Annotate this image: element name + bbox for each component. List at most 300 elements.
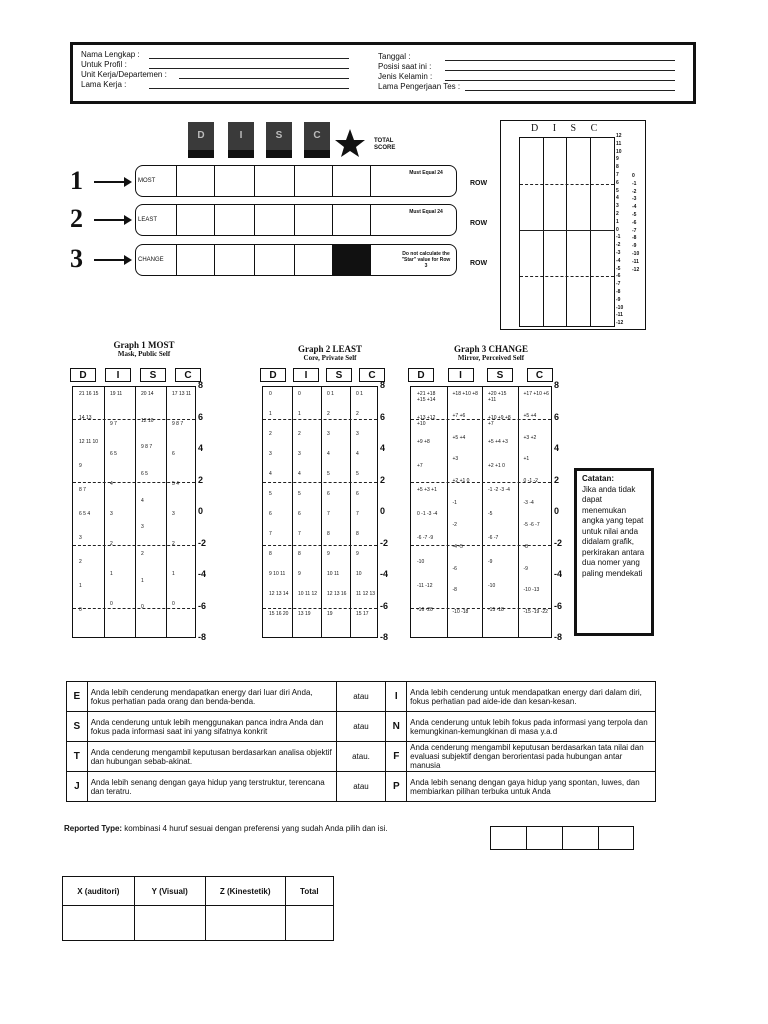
- field-nama[interactable]: [149, 58, 349, 59]
- graph-value: +7 +6: [452, 412, 466, 419]
- graph-value: 9 8 7: [141, 444, 153, 451]
- graph-2-col-d: D: [260, 368, 286, 382]
- summary-tick-right: -11: [632, 258, 639, 265]
- score-row-change: [135, 244, 457, 276]
- graph-2-grid[interactable]: [262, 386, 378, 638]
- summary-tick: 1: [616, 218, 619, 225]
- graph-value: 1: [298, 411, 301, 417]
- graph-axis-label: 6: [198, 411, 204, 422]
- row-label-3: ROW: [470, 260, 488, 267]
- row-label-least: LEAST: [138, 217, 158, 223]
- field-posisi[interactable]: [445, 70, 675, 71]
- graph-value: -5 -6 -7: [523, 521, 540, 528]
- graph-value: 0: [298, 391, 301, 397]
- graph-value: -10: [417, 559, 425, 565]
- most-c-cell[interactable]: [294, 166, 332, 196]
- graph-value: 1: [79, 583, 82, 589]
- graph-axis-label: 0: [554, 506, 560, 516]
- pref-desc-right: Anda lebih cenderung untuk mendapatkan energy dari dalam diri, fokus perhatian pad aide-ide dan kesan-kesan.: [407, 682, 656, 712]
- graph-value: -8: [452, 587, 457, 594]
- graph-value: 7: [298, 531, 301, 537]
- graph-value: 9: [79, 463, 82, 469]
- type-box-2[interactable]: [527, 827, 562, 849]
- graph-value: 4: [141, 497, 144, 504]
- row-number-3: 3: [70, 244, 83, 273]
- graph-value: 2: [79, 559, 82, 565]
- summary-tick: 3: [616, 203, 619, 210]
- star-icon: [334, 128, 366, 158]
- reported-type-text: kombinasi 4 huruf sesuai dengan preferensi yang sudah Anda pilih dan isi.: [122, 824, 388, 833]
- summary-tick-right: -6: [632, 219, 637, 226]
- header-x-auditori: X (auditori): [63, 877, 135, 906]
- row-number-2: 2: [70, 204, 83, 233]
- input-z[interactable]: [205, 906, 285, 941]
- graph-axis-label: -4: [380, 569, 389, 579]
- graph-title-text: Graph 1 MOST: [113, 340, 175, 350]
- graph-axis-label: -8: [554, 632, 563, 642]
- disc-button-d: [188, 122, 214, 158]
- graph-value: -6: [452, 565, 457, 572]
- graph-value: 3: [79, 535, 82, 541]
- graph-value: 3: [141, 524, 144, 531]
- most-note: Must Equal 24: [409, 170, 443, 176]
- pref-desc-right: Anda cenderung mengambil keputusan berdasarkan tata nilai dan evaluasi subjektif dengan berorientasi pada hubungan antar manusia: [407, 742, 656, 772]
- pref-letter-right[interactable]: F: [386, 742, 407, 772]
- graph-axis-label: 2: [198, 474, 204, 485]
- pref-desc-left: Anda cenderung untuk lebih menggunakan panca indra Anda dan fokus pada informasi saat ini yang sifatnya konkrit: [87, 712, 336, 742]
- pref-desc-left: Anda lebih senang dengan gaya hidup yang terstruktur, terencana dan teratru.: [87, 772, 336, 802]
- graph-value: -11 -12: [417, 583, 433, 589]
- summary-tick: -11: [616, 312, 623, 319]
- graph-value: +5 +4: [452, 434, 466, 441]
- graph-value: +3 +2: [523, 434, 537, 441]
- graph-axis-label: -6: [554, 600, 563, 611]
- total-score-label: TOTAL SCORE: [374, 138, 396, 151]
- preference-row: [67, 742, 656, 772]
- graph-value: 3: [110, 511, 113, 517]
- graph-value: 6 5 4: [79, 511, 91, 517]
- row-label-2: ROW: [470, 220, 488, 227]
- graph-value: +5 +4: [523, 412, 537, 419]
- header-y-visual: Y (Visual): [134, 877, 205, 906]
- graph-axis-label: -2: [198, 537, 207, 548]
- input-total[interactable]: [285, 906, 333, 941]
- graph-axis-label: 2: [380, 474, 386, 485]
- graph-value: 2: [172, 541, 175, 547]
- arrow-right-icon: [94, 181, 130, 183]
- disc-letter-s: S: [275, 130, 283, 141]
- pref-desc-right: Anda cenderung untuk lebih fokus pada informasi yang terpola dan kemungkinan-kemungkinan di masa y.a.d: [407, 712, 656, 742]
- graph-3-col-c: C: [527, 368, 553, 382]
- summary-tick: -4: [616, 257, 621, 264]
- field-profil[interactable]: [149, 68, 349, 69]
- most-star-cell[interactable]: [332, 166, 370, 196]
- preference-row: [67, 772, 656, 802]
- graph-value: 2: [269, 431, 272, 437]
- row-label-1: ROW: [470, 180, 488, 187]
- pref-letter-right[interactable]: N: [386, 712, 407, 742]
- change-d-cell[interactable]: [176, 245, 214, 275]
- graph-value: 9: [356, 551, 359, 557]
- graph-value: 19: [327, 611, 333, 617]
- graph-value: +13 +12 +10: [417, 415, 436, 427]
- score-row-most: [135, 165, 457, 197]
- graph-value: 0: [110, 601, 113, 607]
- change-star-blocked-cell: [332, 245, 370, 275]
- label-unit: Unit Kerja/Departemen :: [81, 70, 167, 79]
- summary-tick: 11: [616, 140, 622, 147]
- graph-axis-label: -4: [198, 569, 207, 579]
- graph-value: +10 +9 +8 +7: [488, 415, 511, 427]
- graph-value: +9 +8: [417, 439, 430, 445]
- graph-value: -9: [488, 559, 493, 565]
- graph-value: +1: [523, 456, 530, 463]
- disc-button-c: [304, 122, 330, 158]
- type-box-1[interactable]: [491, 827, 526, 849]
- graph-3-col-d: D: [408, 368, 434, 382]
- summary-tick: 0: [616, 226, 619, 233]
- summary-tick-right: -1: [632, 180, 637, 187]
- graph-value: 0 -1 -3 -4: [417, 511, 438, 517]
- field-tanggal[interactable]: [445, 60, 675, 61]
- graph-value: +2 +1 0: [488, 463, 505, 469]
- graph-value: 10 11: [327, 571, 340, 577]
- graph-value: 3: [356, 431, 359, 437]
- graph-title-text: Graph 2 LEAST: [297, 344, 363, 354]
- graph-value: 12 10: [141, 417, 154, 424]
- change-i-cell[interactable]: [214, 245, 252, 275]
- graph-value: 9 7: [110, 421, 117, 427]
- graph-value: 1: [172, 571, 175, 577]
- least-note: Must Equal 24: [409, 209, 443, 215]
- graph-3-title: [400, 344, 582, 362]
- summary-tick-right: -7: [632, 227, 637, 234]
- graph-value: 12 13 14: [269, 591, 289, 597]
- graph-value: 4: [269, 471, 272, 477]
- summary-tick: -6: [616, 273, 621, 280]
- graph-2-title: [252, 344, 408, 362]
- graph-value: 10 11 12: [298, 591, 318, 597]
- graph-value: -1 -2 -3 -4: [488, 487, 510, 493]
- graph-value: +3: [452, 456, 459, 463]
- label-lama-pengerjaan: Lama Pengerjaan Tes :: [378, 82, 461, 91]
- graph-value: -6 -7: [488, 535, 499, 541]
- graph-value: -8: [523, 543, 528, 550]
- graph-value: 8 7: [79, 487, 86, 493]
- summary-tick: -8: [616, 289, 621, 295]
- pref-desc-left: Anda lebih cenderung mendapatkan energy dari luar diri Anda, fokus perhatian pada orang dan benda-benda.: [87, 682, 336, 712]
- disc-letter-i: I: [239, 130, 243, 141]
- graph-value: +5 +3 +1: [417, 487, 437, 493]
- graph-axis-label: -8: [198, 632, 207, 642]
- graph-axis-label: 0: [198, 506, 204, 516]
- graph-value: 5 4: [172, 481, 179, 487]
- input-y[interactable]: [134, 906, 205, 941]
- graph-value: 8: [298, 551, 301, 557]
- graph-value: 4: [110, 481, 113, 487]
- graph-value: 12 13 16: [327, 591, 347, 597]
- preference-row: [67, 682, 656, 712]
- reported-type-label: Reported Type:: [64, 824, 123, 833]
- graph-axis-label: -2: [380, 537, 389, 548]
- learning-style-table: [62, 876, 334, 941]
- graph-value: 6 5: [141, 471, 148, 477]
- label-profil: Untuk Profil :: [81, 60, 127, 69]
- pref-letter-left[interactable]: J: [67, 772, 88, 802]
- catatan-body: Jika anda tidak dapat menemukan angka yang tepat untuk nilai anda didalam grafik, perkirakan antara dua nomer yang paling mendekati: [582, 484, 645, 578]
- graph-value: 11 12 13: [356, 591, 376, 597]
- label-nama: Nama Lengkap :: [81, 50, 140, 59]
- summary-tick: 9: [616, 156, 619, 163]
- row-number-1: 1: [70, 166, 83, 195]
- catatan-title: Catatan:: [582, 474, 615, 483]
- most-d-cell[interactable]: [176, 166, 214, 196]
- label-jenis-kelamin: Jenis Kelamin :: [378, 72, 433, 81]
- graph-value: -9: [523, 565, 528, 572]
- graph-3-grid[interactable]: [410, 386, 552, 638]
- graph-value: -10 -18: [452, 609, 469, 616]
- graph-value: 0 -1 -2: [523, 478, 538, 485]
- graph-value: 3: [172, 511, 175, 517]
- graph-value: +18 +10 +8: [452, 391, 478, 397]
- summary-graph: [500, 120, 646, 330]
- pref-letter-left[interactable]: T: [67, 742, 88, 772]
- summary-tick: 5: [616, 187, 619, 194]
- graph-value: -15 -18: [488, 607, 504, 613]
- graph-value: +17 +10 +6: [523, 391, 549, 397]
- graph-value: 1: [141, 577, 144, 584]
- summary-tick-right: -10: [632, 251, 640, 257]
- graph-value: +7: [417, 463, 423, 469]
- arrow-right-icon: [94, 259, 130, 261]
- pref-atau: atau.: [336, 742, 386, 772]
- graph-value: 2: [356, 411, 359, 417]
- graph-value: 3: [327, 431, 330, 437]
- graph-axis-label: 6: [380, 411, 386, 422]
- disc-button-s: [266, 122, 292, 158]
- summary-tick: -12: [616, 320, 624, 327]
- type-box-3[interactable]: [563, 827, 598, 849]
- change-note: Do not calculate the "Star" value for Row 3: [401, 251, 451, 269]
- graph-value: -4 -5: [452, 543, 463, 550]
- disc-button-i: [228, 122, 254, 158]
- pref-letter-left[interactable]: E: [67, 682, 88, 712]
- graph-value: 7: [269, 531, 272, 537]
- graph-1-col-s: S: [140, 368, 166, 382]
- graph-axis-label: 4: [554, 443, 560, 453]
- graph-value: 4: [327, 451, 330, 457]
- graph-value: 5: [327, 471, 330, 477]
- graph-3-col-s: S: [487, 368, 513, 382]
- graph-value: +21 +18 +15 +14: [417, 391, 436, 403]
- label-lama-kerja: Lama Kerja :: [81, 80, 127, 89]
- graph-2-col-i: I: [293, 368, 319, 382]
- graph-value: 13 19: [298, 611, 311, 617]
- summary-tick: 12: [616, 133, 622, 139]
- graph-value: 6: [269, 511, 272, 517]
- graph-1-title: [62, 340, 226, 358]
- graph-axis-label: 8: [198, 380, 204, 390]
- preference-row: [67, 712, 656, 742]
- change-s-cell[interactable]: [254, 245, 292, 275]
- graph-subtitle-text: Core, Private Self: [303, 354, 357, 362]
- graph-axis-label: -6: [380, 600, 389, 611]
- summary-graph-grid: [519, 137, 615, 327]
- graph-value: 9 8 7: [172, 421, 184, 427]
- summary-tick: 4: [616, 195, 619, 202]
- graph-value: 17 13 11: [172, 391, 192, 397]
- graph-value: 15 17: [356, 611, 369, 617]
- graph-value: 21 16 15: [79, 391, 99, 397]
- summary-tick-right: -5: [632, 212, 637, 218]
- pref-atau: atau: [336, 772, 386, 802]
- least-d-cell[interactable]: [176, 205, 214, 235]
- graph-value: -10 -13: [523, 587, 540, 594]
- graph-value: 4: [298, 471, 301, 477]
- graph-value: 12 11 10: [79, 439, 99, 445]
- graph-axis-label: 4: [198, 443, 204, 453]
- graph-subtitle-text: Mirror, Perceived Self: [457, 354, 525, 362]
- pref-letter-right[interactable]: P: [386, 772, 407, 802]
- least-i-cell[interactable]: [214, 205, 252, 235]
- graph-title-text: Graph 3 CHANGE: [453, 344, 528, 354]
- most-s-cell[interactable]: [254, 166, 292, 196]
- graph-value: -15 -19 -22: [523, 609, 548, 616]
- summary-tick: -2: [616, 242, 621, 249]
- graph-value: 14 13: [79, 415, 92, 421]
- graph-axis-label: 0: [380, 506, 386, 516]
- summary-tick-right: -8: [632, 235, 637, 242]
- graph-value: -5: [488, 511, 493, 517]
- graph-value: 1: [110, 571, 113, 577]
- graph-value: 0 1: [356, 391, 363, 397]
- reported-type-boxes: [490, 826, 634, 850]
- pref-letter-right[interactable]: I: [386, 682, 407, 712]
- graph-value: 4: [356, 451, 359, 457]
- graph-value: 0: [141, 604, 144, 611]
- graph-1-grid[interactable]: [72, 386, 196, 638]
- graph-value: 2: [141, 551, 144, 557]
- least-c-cell[interactable]: [294, 205, 332, 235]
- graph-value: 9: [298, 571, 301, 577]
- graph-value: 0: [79, 607, 82, 613]
- graph-value: 2: [327, 411, 330, 417]
- graph-value: 7: [356, 511, 359, 517]
- label-posisi: Posisi saat ini :: [378, 62, 432, 71]
- graph-2-col-c: C: [359, 368, 385, 382]
- graph-value: 1: [269, 411, 272, 417]
- graph-value: +20 +15 +11: [488, 391, 507, 403]
- least-star-cell[interactable]: [332, 205, 370, 235]
- graph-subtitle-text: Mask, Public Self: [117, 350, 171, 358]
- graph-3-col-i: I: [448, 368, 474, 382]
- row-label-most: MOST: [138, 178, 156, 184]
- summary-tick-right: -4: [632, 204, 637, 211]
- reported-type-line: [64, 824, 388, 833]
- graph-value: -16 -20: [417, 607, 433, 613]
- graph-value: 8: [269, 551, 272, 557]
- label-tanggal: Tanggal :: [378, 52, 411, 61]
- graph-value: 2: [110, 541, 113, 547]
- summary-tick: 6: [616, 179, 619, 186]
- input-x[interactable]: [63, 906, 135, 941]
- summary-tick-right: -12: [632, 266, 640, 273]
- header-z-kinestetik: Z (Kinestetik): [205, 877, 285, 906]
- graph-value: 0: [172, 601, 175, 607]
- summary-tick: 8: [616, 164, 619, 171]
- graph-axis-label: -8: [380, 632, 389, 642]
- score-row-least: [135, 204, 457, 236]
- graph-value: 5: [356, 471, 359, 477]
- graph-axis-label: 6: [554, 411, 560, 422]
- field-jenis-kelamin[interactable]: [445, 80, 675, 81]
- field-lama-kerja[interactable]: [149, 88, 349, 89]
- graph-1-col-i: I: [105, 368, 131, 382]
- graph-value: 19 11: [110, 391, 123, 397]
- graph-value: -10: [488, 583, 496, 589]
- summary-tick: 10: [616, 148, 622, 155]
- change-c-cell[interactable]: [294, 245, 332, 275]
- pref-letter-left[interactable]: S: [67, 712, 88, 742]
- graph-value: 8: [327, 531, 330, 537]
- field-lama-pengerjaan[interactable]: [465, 90, 675, 91]
- row-label-change: CHANGE: [138, 257, 164, 263]
- field-unit[interactable]: [179, 78, 349, 79]
- disc-letter-c: C: [313, 130, 321, 141]
- disc-letter-d: D: [197, 130, 205, 141]
- summary-tick: -9: [616, 296, 621, 303]
- graph-value: 5: [298, 491, 301, 497]
- graph-value: 6: [356, 491, 359, 497]
- graph-value: 6: [172, 451, 175, 457]
- graph-value: 20 14: [141, 391, 154, 397]
- graph-value: 6: [298, 511, 301, 517]
- summary-tick: 2: [616, 211, 619, 217]
- summary-tick: -7: [616, 281, 621, 288]
- graph-value: 0: [269, 391, 272, 397]
- graph-axis-label: -6: [198, 600, 207, 611]
- graph-value: 10: [356, 571, 362, 577]
- graph-value: 3: [298, 451, 301, 457]
- graph-axis-label: 4: [380, 443, 386, 453]
- graph-value: 8: [356, 531, 359, 537]
- graph-value: +2 +1 0: [452, 478, 470, 485]
- graph-axis-label: 8: [380, 380, 386, 390]
- graph-1-col-c: C: [175, 368, 201, 382]
- pref-desc-right: Anda lebih senang dengan gaya hidup yang spontan, luwes, dan membiarkan pilihan terbuka untuk Anda: [407, 772, 656, 802]
- graph-value: -6 -7 -9: [417, 535, 434, 541]
- graph-axis-label: -4: [554, 569, 563, 579]
- graph-axis-label: -2: [554, 537, 563, 548]
- most-i-cell[interactable]: [214, 166, 252, 196]
- preference-table: [66, 681, 656, 802]
- graph-value: +5 +4 +3: [488, 439, 508, 445]
- type-box-4[interactable]: [599, 827, 634, 849]
- summary-tick-right: -9: [632, 243, 637, 250]
- graph-value: 15 16 20: [269, 611, 289, 617]
- graph-axis-label: 8: [554, 380, 560, 390]
- summary-tick-right: -3: [632, 196, 637, 203]
- graph-value: 9 10 11: [269, 571, 286, 577]
- graph-value: 6 5: [110, 451, 117, 457]
- summary-graph-header: D I S C: [531, 123, 604, 134]
- least-s-cell[interactable]: [254, 205, 292, 235]
- summary-tick-right: -2: [632, 188, 637, 195]
- summary-tick-right: 0: [632, 173, 635, 179]
- graph-axis-label: 2: [554, 474, 560, 485]
- arrow-right-icon: [94, 219, 130, 221]
- graph-value: 6: [327, 491, 330, 497]
